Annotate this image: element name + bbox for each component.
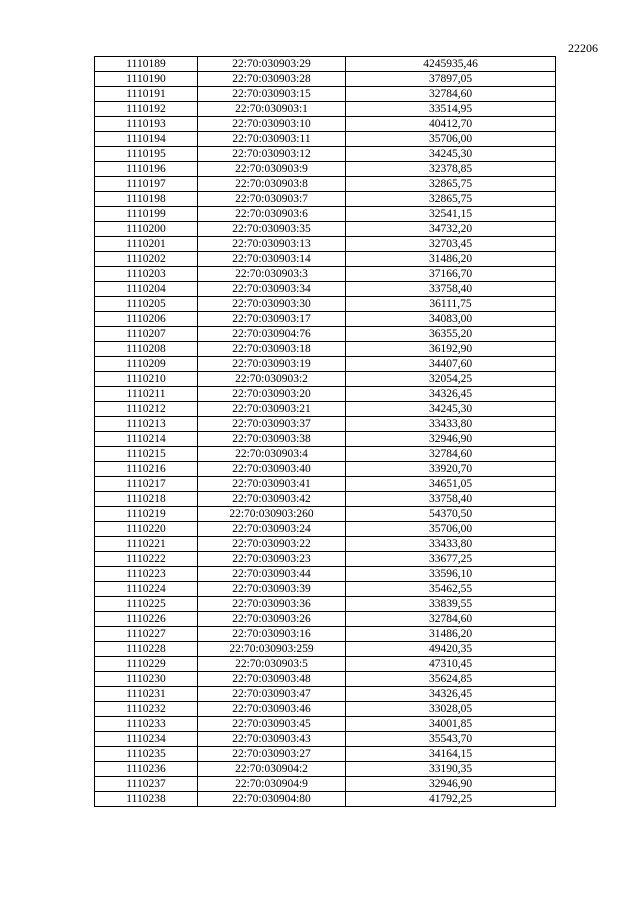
table-row (95, 462, 556, 477)
value-cell: 34164,15 (346, 747, 556, 762)
record-number-cell: 1110212 (95, 402, 198, 417)
cadastral-number-cell: 22:70:030903:47 (198, 687, 346, 702)
cadastral-number-cell: 22:70:030903:18 (198, 342, 346, 357)
record-number-cell: 1110189 (95, 57, 198, 72)
cadastral-number-cell: 22:70:030903:41 (198, 477, 346, 492)
value-cell: 36355,20 (346, 327, 556, 342)
cadastral-number-cell: 22:70:030903:13 (198, 237, 346, 252)
value-cell: 36111,75 (346, 297, 556, 312)
value-cell: 32054,25 (346, 372, 556, 387)
value-cell: 35706,00 (346, 522, 556, 537)
cadastral-number-cell: 22:70:030903:3 (198, 267, 346, 282)
table-row (95, 447, 556, 462)
table-row (95, 582, 556, 597)
value-cell: 34407,60 (346, 357, 556, 372)
cadastral-number-cell: 22:70:030903:34 (198, 282, 346, 297)
record-number-cell: 1110218 (95, 492, 198, 507)
value-cell: 40412,70 (346, 117, 556, 132)
record-number-cell: 1110228 (95, 642, 198, 657)
value-cell: 34083,00 (346, 312, 556, 327)
cadastral-number-cell: 22:70:030903:36 (198, 597, 346, 612)
record-number-cell: 1110231 (95, 687, 198, 702)
cadastral-number-cell: 22:70:030903:48 (198, 672, 346, 687)
record-number-cell: 1110220 (95, 522, 198, 537)
record-number-cell: 1110209 (95, 357, 198, 372)
table-row (95, 72, 556, 87)
record-number-cell: 1110198 (95, 192, 198, 207)
value-cell: 32946,90 (346, 777, 556, 792)
record-number-cell: 1110216 (95, 462, 198, 477)
cadastral-number-cell: 22:70:030903:2 (198, 372, 346, 387)
table-row (95, 372, 556, 387)
cadastral-number-cell: 22:70:030903:22 (198, 537, 346, 552)
table-row (95, 642, 556, 657)
value-cell: 33758,40 (346, 492, 556, 507)
value-cell: 4245935,46 (346, 57, 556, 72)
record-number-cell: 1110192 (95, 102, 198, 117)
cadastral-number-cell: 22:70:030903:10 (198, 117, 346, 132)
table-row (95, 717, 556, 732)
cadastral-number-cell: 22:70:030903:20 (198, 387, 346, 402)
table-row (95, 567, 556, 582)
value-cell: 36192,90 (346, 342, 556, 357)
record-number-cell: 1110217 (95, 477, 198, 492)
value-cell: 33514,95 (346, 102, 556, 117)
value-cell: 34651,05 (346, 477, 556, 492)
value-cell: 32784,60 (346, 612, 556, 627)
value-cell: 47310,45 (346, 657, 556, 672)
cadastral-number-cell: 22:70:030903:1 (198, 102, 346, 117)
cadastral-number-cell: 22:70:030903:259 (198, 642, 346, 657)
table-row (95, 597, 556, 612)
record-number-cell: 1110222 (95, 552, 198, 567)
table-row (95, 102, 556, 117)
value-cell: 33758,40 (346, 282, 556, 297)
table-row (95, 282, 556, 297)
record-number-cell: 1110230 (95, 672, 198, 687)
table-row (95, 252, 556, 267)
table-row (95, 222, 556, 237)
page-number: 22206 (568, 41, 598, 55)
cadastral-number-cell: 22:70:030903:12 (198, 147, 346, 162)
value-cell: 34732,20 (346, 222, 556, 237)
cadastral-number-cell: 22:70:030903:35 (198, 222, 346, 237)
cadastral-number-cell: 22:70:030903:37 (198, 417, 346, 432)
cadastral-number-cell: 22:70:030903:9 (198, 162, 346, 177)
value-cell: 35543,70 (346, 732, 556, 747)
cadastral-number-cell: 22:70:030903:46 (198, 702, 346, 717)
cadastral-number-cell: 22:70:030903:44 (198, 567, 346, 582)
table-row (95, 612, 556, 627)
value-cell: 32865,75 (346, 192, 556, 207)
value-cell: 35624,85 (346, 672, 556, 687)
cadastral-number-cell: 22:70:030903:17 (198, 312, 346, 327)
cadastral-number-cell: 22:70:030903:45 (198, 717, 346, 732)
cadastral-number-cell: 22:70:030903:19 (198, 357, 346, 372)
record-number-cell: 1110200 (95, 222, 198, 237)
value-cell: 35462,55 (346, 582, 556, 597)
table-row (95, 777, 556, 792)
value-cell: 33433,80 (346, 417, 556, 432)
value-cell: 32946,90 (346, 432, 556, 447)
record-number-cell: 1110190 (95, 72, 198, 87)
record-number-cell: 1110215 (95, 447, 198, 462)
record-number-cell: 1110199 (95, 207, 198, 222)
table-row (95, 702, 556, 717)
record-number-cell: 1110233 (95, 717, 198, 732)
table-row (95, 192, 556, 207)
value-cell: 49420,35 (346, 642, 556, 657)
record-number-cell: 1110227 (95, 627, 198, 642)
table-row (95, 762, 556, 777)
record-number-cell: 1110197 (95, 177, 198, 192)
cadastral-number-cell: 22:70:030903:28 (198, 72, 346, 87)
value-cell: 31486,20 (346, 252, 556, 267)
cadastral-number-cell: 22:70:030904:2 (198, 762, 346, 777)
cadastral-number-cell: 22:70:030903:16 (198, 627, 346, 642)
table-row (95, 627, 556, 642)
table-row (95, 177, 556, 192)
table-row (95, 312, 556, 327)
record-number-cell: 1110223 (95, 567, 198, 582)
value-cell: 34326,45 (346, 387, 556, 402)
record-number-cell: 1110208 (95, 342, 198, 357)
table-row (95, 117, 556, 132)
value-cell: 35706,00 (346, 132, 556, 147)
value-cell: 33028,05 (346, 702, 556, 717)
record-number-cell: 1110229 (95, 657, 198, 672)
table-row (95, 162, 556, 177)
value-cell: 34001,85 (346, 717, 556, 732)
record-number-cell: 1110225 (95, 597, 198, 612)
cadastral-number-cell: 22:70:030903:38 (198, 432, 346, 447)
value-cell: 32784,60 (346, 447, 556, 462)
record-number-cell: 1110213 (95, 417, 198, 432)
table-row (95, 537, 556, 552)
value-cell: 37166,70 (346, 267, 556, 282)
value-cell: 31486,20 (346, 627, 556, 642)
record-number-cell: 1110221 (95, 537, 198, 552)
value-cell: 32865,75 (346, 177, 556, 192)
value-cell: 32703,45 (346, 237, 556, 252)
cadastral-number-cell: 22:70:030903:23 (198, 552, 346, 567)
table-row (95, 792, 556, 807)
table-row (95, 687, 556, 702)
value-cell: 33920,70 (346, 462, 556, 477)
cadastral-number-cell: 22:70:030903:40 (198, 462, 346, 477)
cadastral-number-cell: 22:70:030903:29 (198, 57, 346, 72)
table-row (95, 237, 556, 252)
value-cell: 32378,85 (346, 162, 556, 177)
cadastral-number-cell: 22:70:030903:15 (198, 87, 346, 102)
cadastral-number-cell: 22:70:030903:39 (198, 582, 346, 597)
record-number-cell: 1110196 (95, 162, 198, 177)
record-number-cell: 1110210 (95, 372, 198, 387)
table-row (95, 342, 556, 357)
value-cell: 33433,80 (346, 537, 556, 552)
record-number-cell: 1110236 (95, 762, 198, 777)
value-cell: 34245,30 (346, 147, 556, 162)
record-number-cell: 1110201 (95, 237, 198, 252)
registry-table (94, 56, 556, 807)
table-row (95, 417, 556, 432)
table-row (95, 432, 556, 447)
record-number-cell: 1110219 (95, 507, 198, 522)
record-number-cell: 1110191 (95, 87, 198, 102)
cadastral-number-cell: 22:70:030903:11 (198, 132, 346, 147)
cadastral-number-cell: 22:70:030903:24 (198, 522, 346, 537)
cadastral-number-cell: 22:70:030904:80 (198, 792, 346, 807)
table-row (95, 672, 556, 687)
value-cell: 33596,10 (346, 567, 556, 582)
table-row (95, 747, 556, 762)
cadastral-number-cell: 22:70:030903:5 (198, 657, 346, 672)
table-row (95, 327, 556, 342)
table-row (95, 132, 556, 147)
cadastral-number-cell: 22:70:030903:26 (198, 612, 346, 627)
record-number-cell: 1110195 (95, 147, 198, 162)
record-number-cell: 1110238 (95, 792, 198, 807)
record-number-cell: 1110205 (95, 297, 198, 312)
cadastral-number-cell: 22:70:030904:9 (198, 777, 346, 792)
value-cell: 32541,15 (346, 207, 556, 222)
record-number-cell: 1110234 (95, 732, 198, 747)
record-number-cell: 1110207 (95, 327, 198, 342)
table-row (95, 87, 556, 102)
cadastral-number-cell: 22:70:030903:7 (198, 192, 346, 207)
table-row (95, 297, 556, 312)
table-row (95, 552, 556, 567)
record-number-cell: 1110211 (95, 387, 198, 402)
cadastral-number-cell: 22:70:030903:8 (198, 177, 346, 192)
record-number-cell: 1110206 (95, 312, 198, 327)
cadastral-number-cell: 22:70:030903:27 (198, 747, 346, 762)
table-row (95, 387, 556, 402)
record-number-cell: 1110203 (95, 267, 198, 282)
value-cell: 37897,05 (346, 72, 556, 87)
cadastral-number-cell: 22:70:030903:260 (198, 507, 346, 522)
value-cell: 34245,30 (346, 402, 556, 417)
record-number-cell: 1110202 (95, 252, 198, 267)
value-cell: 32784,60 (346, 87, 556, 102)
table-row (95, 57, 556, 72)
cadastral-number-cell: 22:70:030903:4 (198, 447, 346, 462)
record-number-cell: 1110226 (95, 612, 198, 627)
cadastral-number-cell: 22:70:030903:30 (198, 297, 346, 312)
cadastral-number-cell: 22:70:030904:76 (198, 327, 346, 342)
record-number-cell: 1110194 (95, 132, 198, 147)
value-cell: 41792,25 (346, 792, 556, 807)
record-number-cell: 1110237 (95, 777, 198, 792)
cadastral-number-cell: 22:70:030903:43 (198, 732, 346, 747)
record-number-cell: 1110224 (95, 582, 198, 597)
table-row (95, 402, 556, 417)
cadastral-number-cell: 22:70:030903:21 (198, 402, 346, 417)
value-cell: 54370,50 (346, 507, 556, 522)
table-row (95, 357, 556, 372)
table-row (95, 507, 556, 522)
record-number-cell: 1110214 (95, 432, 198, 447)
record-number-cell: 1110235 (95, 747, 198, 762)
cadastral-number-cell: 22:70:030903:42 (198, 492, 346, 507)
table-row (95, 657, 556, 672)
table-row (95, 492, 556, 507)
table-row (95, 267, 556, 282)
cadastral-number-cell: 22:70:030903:14 (198, 252, 346, 267)
table-row (95, 147, 556, 162)
cadastral-number-cell: 22:70:030903:6 (198, 207, 346, 222)
table-row (95, 207, 556, 222)
value-cell: 33190,35 (346, 762, 556, 777)
record-number-cell: 1110232 (95, 702, 198, 717)
value-cell: 34326,45 (346, 687, 556, 702)
table-row (95, 477, 556, 492)
record-number-cell: 1110193 (95, 117, 198, 132)
record-number-cell: 1110204 (95, 282, 198, 297)
value-cell: 33839,55 (346, 597, 556, 612)
registry-table-body (95, 57, 556, 807)
table-row (95, 522, 556, 537)
value-cell: 33677,25 (346, 552, 556, 567)
table-row (95, 732, 556, 747)
